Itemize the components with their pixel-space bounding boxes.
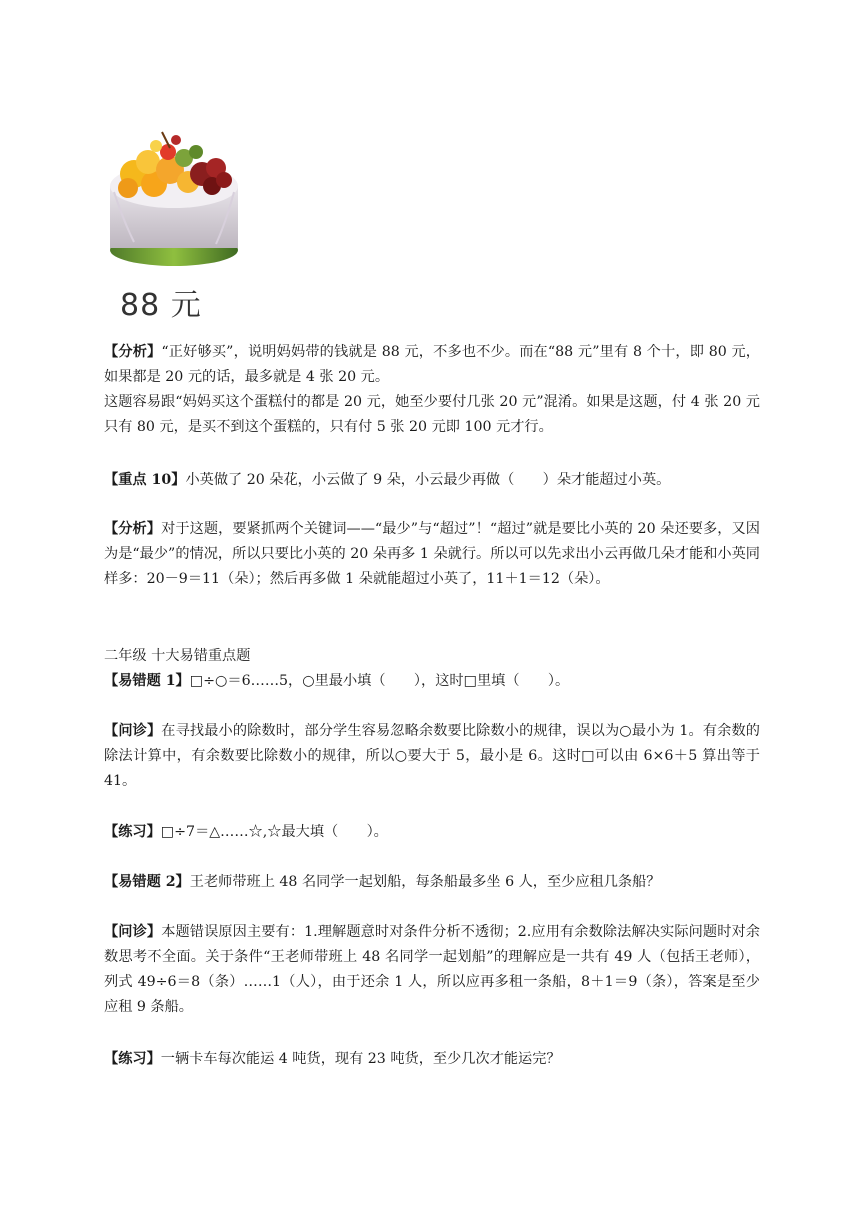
keypoint-10-paragraph <box>104 468 760 493</box>
diagnosis-text: 在寻找最小的除数时，部分学生容易忽略余数要比除数小的规律，误以为○最小为 1。有余数的除法计算中，有余数要比除数小的规律，所以○要大于 5，最小是 6。这时□可以由 6×6＋5 算出等于 41。 <box>104 723 760 789</box>
question-2-paragraph <box>104 870 760 895</box>
keypoint-text: 小英做了 20 朵花，小云做了 9 朵，小云最少再做（ ）朵才能超过小英。 <box>185 472 671 488</box>
analysis-paragraph-2 <box>104 390 760 440</box>
practice-paragraph-2 <box>104 1047 760 1072</box>
cake-figure <box>104 122 244 323</box>
question-1-paragraph <box>104 669 760 694</box>
diagnosis-tag: 【问诊】 <box>104 924 162 940</box>
practice-text: 一辆卡车每次能运 4 吨货，现有 23 吨货，至少几次才能运完？ <box>160 1051 561 1067</box>
analysis-tag: 【分析】 <box>104 521 162 537</box>
analysis-text: 对于这题，要紧抓两个关键词——“最少”与“超过”！“超过”就是要比小英的 20 朵还要多，又因为是“最少”的情况，所以只要比小英的 20 朵再多 1 朵就行。所以可以先求出小云再做几朵才能和小英同样多：20－9＝11（朵）；然后再多做 1 朵就能超过小英了，11＋1＝12（朵）。 <box>104 521 760 587</box>
diagnosis-paragraph-2 <box>104 920 760 1020</box>
analysis-text: “正好够买”，说明妈妈带的钱就是 88 元，不多也不少。而在“88 元”里有 8 个十，即 80 元，如果都是 20 元的话，最多就是 4 张 20 元。 <box>104 344 760 385</box>
practice-tag: 【练习】 <box>104 1051 161 1067</box>
question-text: 王老师带班上 48 名同学一起划船，每条船最多坐 6 人，至少应租几条船？ <box>189 874 661 890</box>
question-text: □÷○＝6……5，○里最小填（ ），这时□里填（ ）。 <box>189 673 570 689</box>
practice-paragraph-1 <box>104 820 760 845</box>
practice-block-1 <box>104 820 760 845</box>
practice-tag: 【练习】 <box>104 824 161 840</box>
cake-image <box>104 122 244 272</box>
diagnosis-block-1 <box>104 719 760 794</box>
section-title: 二年级 十大易错重点题 <box>104 648 251 664</box>
question-2-block <box>104 870 760 895</box>
practice-block-2 <box>104 1047 760 1072</box>
cake-price-label: 88 元 <box>120 288 202 323</box>
analysis-block-2 <box>104 517 760 592</box>
diagnosis-text: 本题错误原因主要有：1.理解题意时对条件分析不透彻；2.应用有余数除法解决实际问题时对余数思考不全面。关于条件“王老师带班上 48 名同学一起划船”的理解应是一共有 49 人（包括王老师），列式 49÷6＝8（条）……1（人），由于还余 1 人，所以应再多租一条船，8＋1＝9（条），答案是至少应租 9 条船。 <box>104 924 760 1015</box>
question-tag: 【易错题 2】 <box>104 874 190 890</box>
analysis-tag: 【分析】 <box>104 344 162 360</box>
keypoint-tag: 【重点 10】 <box>104 472 186 488</box>
analysis-text: 这题容易跟“妈妈买这个蛋糕付的都是 20 元，她至少要付几张 20 元”混淆。如果是这题，付 4 张 20 元只有 80 元，是买不到这个蛋糕的，只有付 5 张 20 元即 100 元才行。 <box>104 394 760 435</box>
analysis-block-1 <box>104 340 760 440</box>
keypoint-10-block <box>104 468 760 493</box>
section-block <box>104 644 760 694</box>
analysis-paragraph-1 <box>104 340 760 390</box>
diagnosis-paragraph-1 <box>104 719 760 794</box>
question-tag: 【易错题 1】 <box>104 673 190 689</box>
diagnosis-block-2 <box>104 920 760 1020</box>
analysis-paragraph-3 <box>104 517 760 592</box>
practice-text: □÷7＝△……☆,☆最大填（ ）。 <box>160 824 388 840</box>
diagnosis-tag: 【问诊】 <box>104 723 162 739</box>
